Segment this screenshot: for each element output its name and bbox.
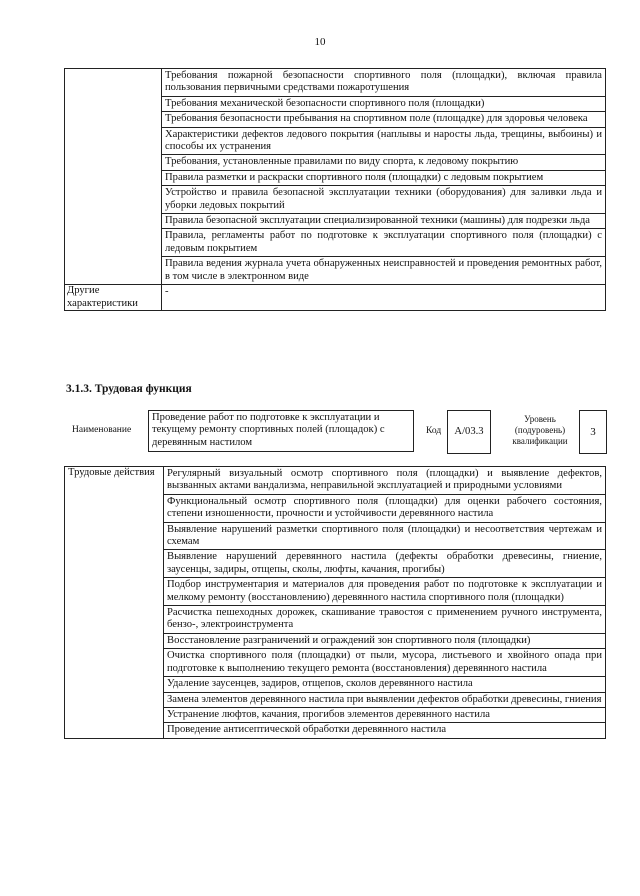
action-item: Удаление заусенцев, задиров, отщепов, сколов деревянного настила (164, 677, 606, 692)
requirement-item: Правила, регламенты работ по подготовке к эксплуатации спортивного поля (площадки) с ледовым покрытием (162, 229, 606, 257)
action-item: Функциональный осмотр спортивного поля (площадки) для оценки рабочего состояния, степени изношенности, прочности и устойчивости деревянного настила (164, 494, 606, 522)
requirements-table (64, 68, 606, 311)
function-name-value: Проведение работ по подготовке к эксплуатации и текущему ремонту спортивных полей (площадок) с деревянным настилом (148, 410, 414, 452)
actions-table (64, 466, 606, 739)
level-value: 3 (579, 410, 607, 454)
requirement-item: Правила разметки и раскраски спортивного поля (площадки) с ледовым покрытием (162, 170, 606, 185)
action-item: Подбор инструментария и материалов для проведения работ по подготовке к эксплуатации и мелкому ремонту (восстановлению) деревянного настила спортивного поля (площадки) (164, 578, 606, 606)
other-characteristics-label: Другие характеристики (65, 285, 162, 311)
name-label: Наименование (72, 425, 132, 435)
action-item: Выявление нарушений разметки спортивного поля (площадки) и несоответствия чертежам и схемам (164, 522, 606, 550)
requirement-item: Требования безопасности пребывания на спортивном поле (площадке) для здоровья человека (162, 112, 606, 127)
action-item: Замена элементов деревянного настила при выявлении дефектов обработки древесины, гниения (164, 692, 606, 707)
requirement-item: Правила безопасной эксплуатации специализированной техники (машины) для подрезки льда (162, 214, 606, 229)
function-header (64, 408, 608, 456)
requirement-item: Требования механической безопасности спортивного поля (площадки) (162, 96, 606, 111)
table-row (65, 285, 606, 311)
action-item: Устранение люфтов, качания, прогибов элементов деревянного настила (164, 707, 606, 722)
requirement-item: Правила ведения журнала учета обнаруженных неисправностей и проведения ремонтных работ, в том числе в электронном виде (162, 257, 606, 285)
requirement-item: Требования пожарной безопасности спортивного поля (площадки), включая правила пользования первичными средствами пожаротушения (162, 69, 606, 97)
requirement-item: Требования, установленные правилами по виду спорта, к ледовому покрытию (162, 155, 606, 170)
page-number: 10 (314, 36, 326, 48)
actions-label: Трудовые действия (65, 467, 164, 739)
action-item: Регулярный визуальный осмотр спортивного поля (площадки) и выявление дефектов, вызванных актами вандализма, неправильной эксплуатацией и природными условиями (164, 467, 606, 495)
code-label: Код (426, 426, 442, 436)
table-row (65, 467, 606, 495)
requirement-item: Характеристики дефектов ледового покрытия (наплывы и наросты льда, трещины, выбоины) и способы их устранения (162, 127, 606, 155)
action-item: Выявление нарушений деревянного настила (дефекты обработки древесины, гниение, заусенцы, задиры, отщепы, сколы, люфты, качания, прогибы) (164, 550, 606, 578)
requirement-item: Устройство и правила безопасной эксплуатации техники (оборудования) для заливки льда и уборки ледовых покрытий (162, 186, 606, 214)
empty-label-cell (65, 69, 162, 285)
table-row (65, 69, 606, 97)
other-characteristics-value: - (162, 285, 606, 311)
action-item: Очистка спортивного поля (площадки) от пыли, мусора, листьевого и хвойного опада при подготовке к выполнению текущего ремонта (восстановления) деревянного настила (164, 649, 606, 677)
level-label: Уровень (подуровень) квалификации (512, 414, 568, 446)
action-item: Расчистка пешеходных дорожек, скашивание травостоя с применением ручного инструмента, бензо-, электроинструмента (164, 606, 606, 634)
action-item: Проведение антисептической обработки деревянного настила (164, 723, 606, 738)
action-item: Восстановление разграничений и ограждений зон спортивного поля (площадки) (164, 633, 606, 648)
code-value: А/03.3 (447, 410, 491, 454)
section-title: 3.1.3. Трудовая функция (66, 383, 192, 395)
